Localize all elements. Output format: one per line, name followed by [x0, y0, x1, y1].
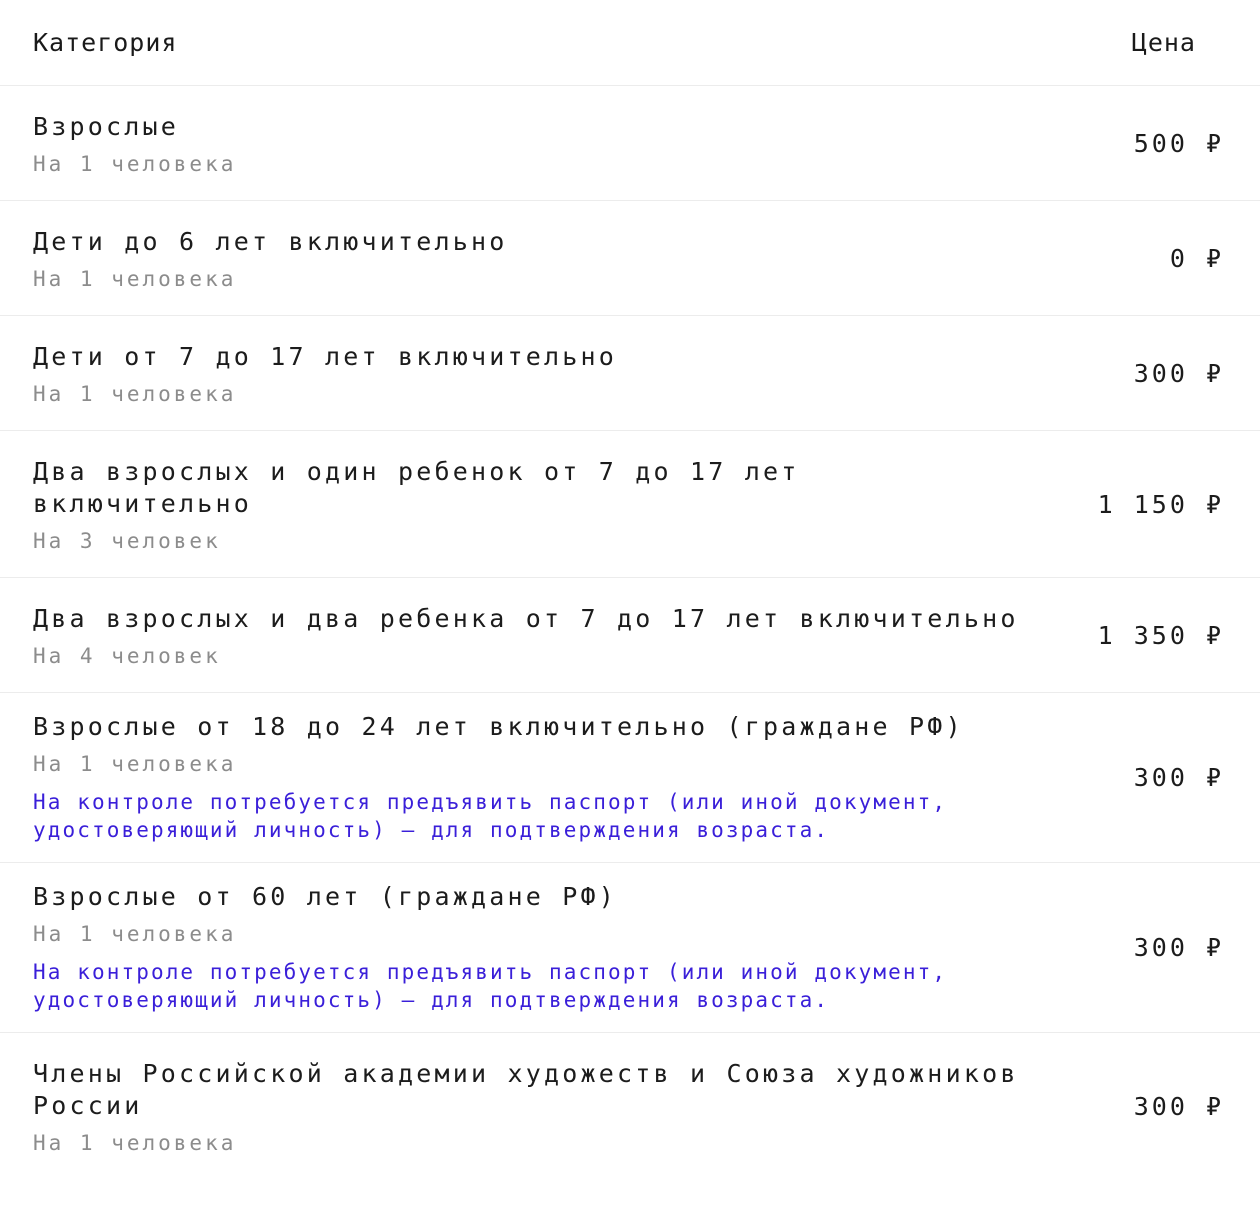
row-subtitle: На 1 человека [33, 266, 237, 291]
row-title: Два взрослых и один ребенок от 7 до 17 лет включительно [33, 456, 800, 518]
row-subtitle: На 4 человек [33, 643, 221, 668]
row-passport-note: На контроле потребуется предъявить паспорт (или иной документ, удостоверяющий личность) — для подтверждения возраста. [33, 960, 948, 1012]
row-subtitle: На 3 человек [33, 528, 221, 553]
row-subtitle: На 1 человека [33, 922, 237, 946]
row-price: 300 ₽ [1133, 1092, 1224, 1121]
table-row [0, 1033, 1260, 1180]
row-price: 300 ₽ [1133, 933, 1224, 962]
row-subtitle: На 1 человека [33, 752, 237, 776]
category-column-header: Категория [33, 28, 178, 57]
row-title: Два взрослых и два ребенка от 7 до 17 лет включительно [33, 603, 1019, 633]
row-price: 300 ₽ [1133, 763, 1224, 792]
table-row [0, 316, 1260, 431]
row-category [33, 881, 1033, 1014]
table-row [0, 693, 1260, 863]
row-subtitle: На 1 человека [33, 151, 237, 176]
table-row [0, 86, 1260, 201]
table-row [0, 201, 1260, 316]
row-category [33, 1058, 1033, 1155]
row-subtitle: На 1 человека [33, 1131, 237, 1155]
row-category [33, 226, 1033, 291]
row-category [33, 341, 1033, 406]
row-price: 300 ₽ [1133, 358, 1224, 388]
row-title: Взрослые от 18 до 24 лет включительно (граждане РФ) [33, 712, 964, 741]
row-category [33, 603, 1033, 668]
row-price: 1 150 ₽ [1097, 489, 1224, 519]
table-header [0, 0, 1260, 86]
row-title: Дети от 7 до 17 лет включительно [33, 341, 618, 371]
row-category [33, 111, 1033, 176]
row-title: Дети до 6 лет включительно [33, 226, 508, 256]
row-category [33, 711, 1033, 844]
row-price: 0 ₽ [1169, 243, 1224, 273]
table-row [0, 578, 1260, 693]
row-price: 500 ₽ [1133, 128, 1224, 158]
row-category [33, 456, 833, 553]
row-price: 1 350 ₽ [1097, 620, 1224, 650]
table-row [0, 863, 1260, 1033]
price-column-header: Цена [1131, 28, 1196, 57]
table-row [0, 431, 1260, 578]
row-title: Взрослые от 60 лет (граждане РФ) [33, 882, 618, 911]
row-subtitle: На 1 человека [33, 381, 237, 406]
row-passport-note: На контроле потребуется предъявить паспорт (или иной документ, удостоверяющий личность) — для подтверждения возраста. [33, 790, 948, 842]
row-title: Члены Российской академии художеств и Союза художников России [33, 1059, 1019, 1120]
row-title: Взрослые [33, 111, 180, 141]
